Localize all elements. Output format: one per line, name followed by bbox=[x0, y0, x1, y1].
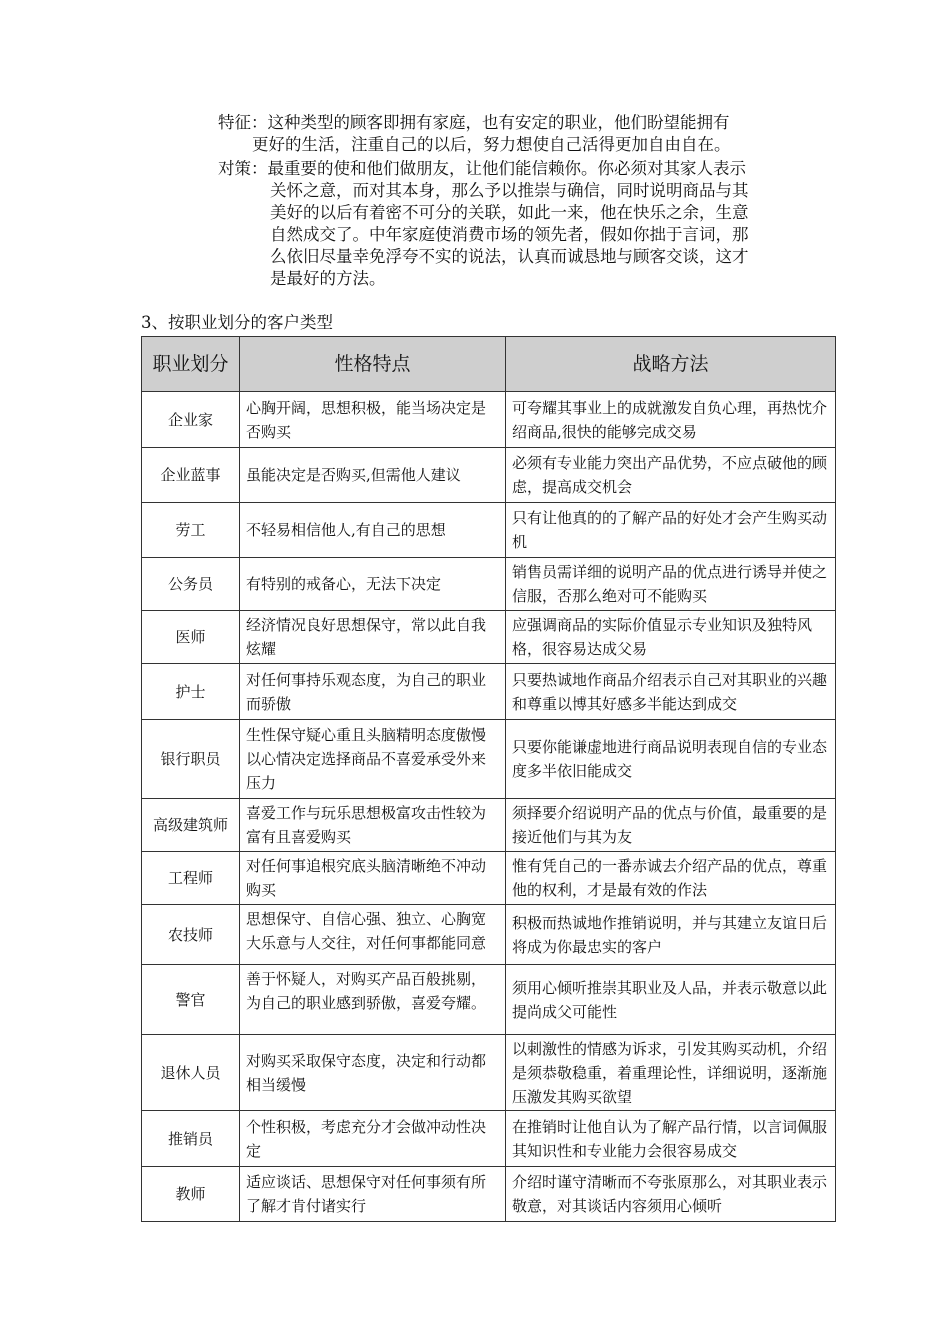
cell-job: 企业家 bbox=[142, 392, 240, 448]
table-row bbox=[142, 1111, 836, 1167]
cell-trait: 有特别的戒备心，无法下决定 bbox=[240, 558, 506, 611]
cell-method: 须用心倾听推崇其职业及人品，并表示敬意以此提尚成父可能性 bbox=[506, 965, 836, 1035]
section-title: 3、按职业划分的客户类型 bbox=[141, 313, 333, 332]
cell-job: 退休人员 bbox=[142, 1035, 240, 1111]
cell-job: 劳工 bbox=[142, 503, 240, 558]
cell-job: 公务员 bbox=[142, 558, 240, 611]
table-row bbox=[142, 558, 836, 611]
table-row bbox=[142, 905, 836, 965]
cell-method: 在推销时让他自认为了解产品行情，以言词佩服其知识性和专业能力会很容易成交 bbox=[506, 1111, 836, 1167]
table-row bbox=[142, 392, 836, 448]
header-trait: 性格特点 bbox=[240, 337, 506, 392]
cell-method: 积极而热诚地作推销说明，并与其建立友谊日后将成为你最忠实的客户 bbox=[506, 905, 836, 965]
cell-method: 应强调商品的实际价值显示专业知识及独特风格，很容易达成父易 bbox=[506, 611, 836, 664]
cell-method: 销售员需详细的说明产品的优点进行诱导并使之信服，否那么绝对可不能购买 bbox=[506, 558, 836, 611]
cell-trait bbox=[240, 965, 506, 1035]
cell-job: 推销员 bbox=[142, 1111, 240, 1167]
cell-trait-text: 思想保守、自信心强、独立、心胸宽大乐意与人交往，对任何事都能同意 bbox=[246, 909, 487, 952]
cell-job: 企业蓝事 bbox=[142, 448, 240, 503]
cell-trait bbox=[240, 905, 506, 965]
cell-method: 可夸耀其事业上的成就激发自负心理，再热忱介绍商品,很快的能够完成交易 bbox=[506, 392, 836, 448]
table-row bbox=[142, 611, 836, 664]
table-row bbox=[142, 852, 836, 905]
cell-trait: 适应谈话、思想保守对任何事须有所了解才肯付诸实行 bbox=[240, 1167, 506, 1222]
cell-method: 只要你能谦虚地进行商品说明表现自信的专业态度多半依旧能成交 bbox=[506, 720, 836, 799]
table-row bbox=[142, 965, 836, 1035]
cell-job: 农技师 bbox=[142, 905, 240, 965]
cell-method: 只有让他真的的了解产品的好处才会产生购买动机 bbox=[506, 503, 836, 558]
strategy-line-3: 美好的以后有着密不可分的关联，如此一来，他在快乐之余，生意 bbox=[270, 203, 749, 222]
cell-job: 医师 bbox=[142, 611, 240, 664]
cell-trait: 虽能决定是否购买,但需他人建议 bbox=[240, 448, 506, 503]
cell-trait: 心胸开阔，思想积极，能当场决定是否购买 bbox=[240, 392, 506, 448]
strategy-line-4: 自然成交了。中年家庭使消费市场的领先者，假如你拙于言词，那 bbox=[270, 225, 749, 244]
table-row bbox=[142, 1167, 836, 1222]
cell-method: 只要热诚地作商品介绍表示自己对其职业的兴趣和尊重以博其好感多半能达到成交 bbox=[506, 664, 836, 720]
cell-job: 工程师 bbox=[142, 852, 240, 905]
cell-trait-text: 善于怀疑人，对购买产品百般挑剔，为自己的职业感到骄傲，喜爱夸耀。 bbox=[246, 969, 487, 1012]
cell-trait: 经济情况良好思想保守，常以此自我炫耀 bbox=[240, 611, 506, 664]
strategy-label: 对策： bbox=[218, 159, 268, 178]
cell-method: 以刺激性的情感为诉求，引发其购买动机，介绍是须恭敬稳重，着重理论性，详细说明，逐渐施压激发其购买欲望 bbox=[506, 1035, 836, 1111]
cell-trait: 个性积极，考虑充分才会做冲动性决定 bbox=[240, 1111, 506, 1167]
cell-job: 护士 bbox=[142, 664, 240, 720]
table-header-row bbox=[142, 337, 836, 392]
cell-trait: 喜爱工作与玩乐思想极富攻击性较为富有且喜爱购买 bbox=[240, 799, 506, 852]
strategy-paragraph bbox=[218, 158, 838, 290]
cell-trait: 对任何事追根究底头脑清晰绝不冲动购买 bbox=[240, 852, 506, 905]
cell-job: 银行职员 bbox=[142, 720, 240, 799]
cell-method: 须择要介绍说明产品的优点与价值，最重要的是接近他们与其为友 bbox=[506, 799, 836, 852]
features-line-2: 更好的生活，注重自己的以后，努力想使自己活得更加自由自在。 bbox=[252, 135, 731, 154]
table-row bbox=[142, 720, 836, 799]
features-line-1: 这种类型的顾客即拥有家庭，也有安定的职业，他们盼望能拥有 bbox=[267, 113, 730, 132]
strategy-line-5: 么依旧尽量幸免浮夸不实的说法，认真而诚恳地与顾客交谈，这才 bbox=[270, 247, 749, 266]
cell-job: 教师 bbox=[142, 1167, 240, 1222]
strategy-line-6: 是最好的方法。 bbox=[270, 269, 386, 288]
table-row bbox=[142, 448, 836, 503]
customer-type-table bbox=[141, 336, 836, 1222]
header-job: 职业划分 bbox=[142, 337, 240, 392]
cell-trait: 不轻易相信他人,有自己的思想 bbox=[240, 503, 506, 558]
cell-method: 必须有专业能力突出产品优势，不应点破他的顾虑，提高成交机会 bbox=[506, 448, 836, 503]
table-row bbox=[142, 664, 836, 720]
strategy-line-1: 最重要的使和他们做朋友，让他们能信赖你。你必须对其家人表示 bbox=[267, 159, 746, 178]
features-paragraph bbox=[218, 112, 838, 156]
table-row bbox=[142, 503, 836, 558]
cell-method: 惟有凭自己的一番赤诚去介绍产品的优点，尊重他的权利，才是最有效的作法 bbox=[506, 852, 836, 905]
header-method: 战略方法 bbox=[506, 337, 836, 392]
cell-trait: 生性保守疑心重且头脑精明态度傲慢以心情决定选择商品不喜爱承受外来压力 bbox=[240, 720, 506, 799]
features-label: 特征： bbox=[218, 113, 268, 132]
cell-job: 警官 bbox=[142, 965, 240, 1035]
strategy-line-2: 关怀之意，而对其本身，那么予以推崇与确信，同时说明商品与其 bbox=[270, 181, 749, 200]
table-row bbox=[142, 799, 836, 852]
cell-job: 高级建筑师 bbox=[142, 799, 240, 852]
cell-trait: 对任何事持乐观态度，为自己的职业而骄傲 bbox=[240, 664, 506, 720]
table-row bbox=[142, 1035, 836, 1111]
cell-method: 介绍时谨守清晰而不夸张原那么，对其职业表示敬意，对其谈话内容须用心倾听 bbox=[506, 1167, 836, 1222]
cell-trait: 对购买采取保守态度，决定和行动都相当缓慢 bbox=[240, 1035, 506, 1111]
